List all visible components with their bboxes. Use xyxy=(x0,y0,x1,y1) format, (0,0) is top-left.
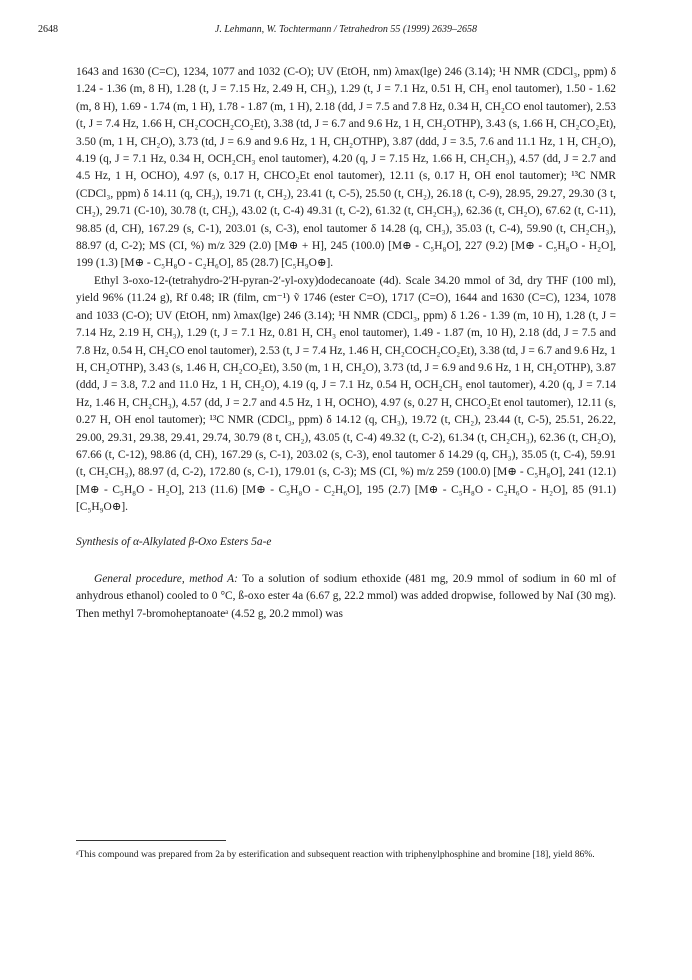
paragraph-4c-data: 1643 and 1630 (C=C), 1234, 1077 and 1032 (C-O); UV (EtOH, nm) λmax(lge) 246 (3.14); ¹H NMR (CDCl₃, ppm) δ 1.24 - 1.36 (m, 8 H), 1.28 (t, J = 7.15 Hz, 2.49 H, CH₃), 1.29 (t, J = 7.1 Hz, 0.51 H, CH₃ enol tautomer), 1.50 - 1.62 (m, 8 H), 1.69 - 1.74 (m, 1 H), 1.78 - 1.87 (m, 1 H), 2.18 (dd, J = 7.5 and 7.8 Hz, 0.34 H, CH₂CO enol tautomer), 2.53 (t, J = 7.4 Hz, 1.66 H, CH₂COCH₂CO₂Et), 3.38 (td, J = 6.7 and 9.6 Hz, 1 H, CH₂OTHP), 3.43 (s, 1.66 H, CH₂CO₂Et), 3.50 (m, 1 H, CH₂O), 3.73 (td, J = 6.9 and 9.6 Hz, 1 H, CH₂OTHP), 3.87 (ddd, J = 3.5, 7.6 and 11.1 Hz, 1 H, CH₂O), 4.19 (q, J = 7.1 Hz, 0.34 H, OCH₂CH₃ enol tautomer), 4.20 (q, J = 7.15 Hz, 1.66 H, CH₂CH₃), 4.57 (dd, J = 2.7 and 4.5 Hz, 1 H, OCHO), 4.97 (s, 0.17 H, CHCO₂Et enol tautomer), 12.11 (s, 0.17 H, OH enol tautomer); ¹³C NMR (CDCl₃, ppm) δ 14.11 (q, CH₃), 19.71 (t, CH₂), 23.41 (t, C-5), 25.50 (t, CH₂), 26.18 (t, C-9), 28.95, 29.27, 29.30 (3 t, CH₂), 29.71 (C-10), 30.78 (t, CH₂), 43.02 (t, C-4) 49.31 (t, C-2), 61.32 (t, CH₂CH₃), 62.36 (t, CH₂O), 67.62 (t, C-11), 98.85 (d, CH), 167.29 (s, C-1), 203.01 (s, C-3), enol tautomer δ 14.28 (q, CH₃), 35.03 (t, C-4), 59.90 (t, CH₂CH₃), 88.97 (d, C-2); MS (CI, %) m/z 329 (2.0) [M⊕ + H], 245 (100.0) [M⊕ - C₅H₈O], 227 (9.2) [M⊕ - C₅H₈O - H₂O], 199 (1.3) [M⊕ - C₅H₈O - C₂H₆O], 85 (28.7) [C₅H₉O⊕]. xyxy=(76,66,616,270)
paragraph-4d-data: Ethyl 3-oxo-12-(tetrahydro-2′H-pyran-2′-yl-oxy)dodecanoate (4d). Scale 34.20 mmol of 3d, dry THF (100 ml), yield 96% (11.24 g), Rf 0.48; IR (film, cm⁻¹) ṽ 1746 (ester C=O), 1717 (C=O), 1644 and 1630 (C=C), 1234, 1078 and 1033 (C-O); UV (EtOH, nm) λmax(lge) 246 (3.14); ¹H NMR (CDCl₃, ppm) δ 1.26 - 1.39 (m, 10 H), 1.28 (t, J = 7.14 Hz, 2.19 H, CH₃), 1.29 (t, J = 7.1 Hz, 0.81 H, CH₃ enol tautomer), 1.49 - 1.87 (m, 10 H), 2.18 (dd, J = 7.5 and 7.8 Hz, 0.54 H, CH₂CO enol tautomer), 2.53 (t, J = 7.4 Hz, 1.46 H, CH₂COCH₂CO₂Et), 3.38 (td, J = 6.7 and 9.6 Hz, 1 H, CH₂OTHP), 3.43 (s, 1.46 H, CH₂CO₂Et), 3.50 (m, 1 H, CH₂O), 3.73 (td, J = 6.9 and 9.6 Hz, 1 H, CH₂OTHP), 3.87 (ddd, J = 3.8, 7.2 and 11.0 Hz, 1 H, CH₂O), 4.19 (q, J = 7.1 Hz, 0.54 H, OCH₂CH₃ enol tautomer), 4.20 (q, J = 7.14 Hz, 1.46 H, CH₂CH₃), 4.57 (dd, J = 2.7 and 4.5 Hz, 1 H, OCHO), 4.97 (s, 0.27 H, CHCO₂Et enol tautomer), 12.11 (s, 0.27 H, OH enol tautomer); ¹³C NMR (CDCl₃, ppm) δ 14.12 (q, CH₃), 19.72 (t, CH₂), 23.44 (t, C-5), 25.51, 26.22, 29.00, 29.31, 29.38, 29.41, 29.74, 30.79 (8 t, CH₂), 43.05 (t, C-4) 49.32 (t, C-2), 61.34 (t, CH₂CH₃), 62.36 (t, CH₂O), 67.66 (t, C-12), 98.86 (d, CH), 167.29 (s, C-1), 203.02 (s, C-3), enol tautomer δ 14.29 (q, CH₃), 35.05 (t, C-4), 59.91 (t, CH₂CH₃), 88.97 (d, C-2), 172.80 (s, C-1), 179.01 (s, C-3); MS (CI, %) m/z 259 (100.0) [M⊕ - C₅H₈O], 241 (12.1) [M⊕ - C₅H₈O - H₂O], 213 (11.6) [M⊕ - C₅H₈O - C₂H₆O], 195 (2.7) [M⊕ - C₅H₈O - C₂H₆O - H₂O], 85 (91.1) [C₅H₉O⊕]. xyxy=(76,274,616,514)
running-title: J. Lehmann, W. Tochtermann / Tetrahedron 55 (1999) 2639–2658 xyxy=(214,24,478,35)
section-heading: Synthesis of α-Alkylated β-Oxo Esters 5a-e xyxy=(76,535,272,548)
footnote: ᵃThis compound was prepared from 2a by esterification and subsequent reaction with triphenylphosphine and bromine [18], yield 86%. xyxy=(76,849,595,860)
footnote-rule xyxy=(76,840,226,841)
article-body xyxy=(76,64,616,623)
page-number: 2648 xyxy=(38,24,58,35)
paragraph-method-a xyxy=(76,571,616,623)
running-header xyxy=(38,24,654,38)
method-a-lead: General procedure, method A: xyxy=(94,572,238,585)
method-a-text: To a solution of sodium ethoxide (481 mg, 20.9 mmol of sodium in 60 ml of anhydrous ethanol) cooled to 0 °C, ß-oxo ester 4a (6.67 g, 22.2 mmol) was added dropwise, followed by NaI (30 mg). Then methyl 7-bromoheptanoateᵃ (4.52 g, 20.2 mmol) was xyxy=(76,572,617,620)
